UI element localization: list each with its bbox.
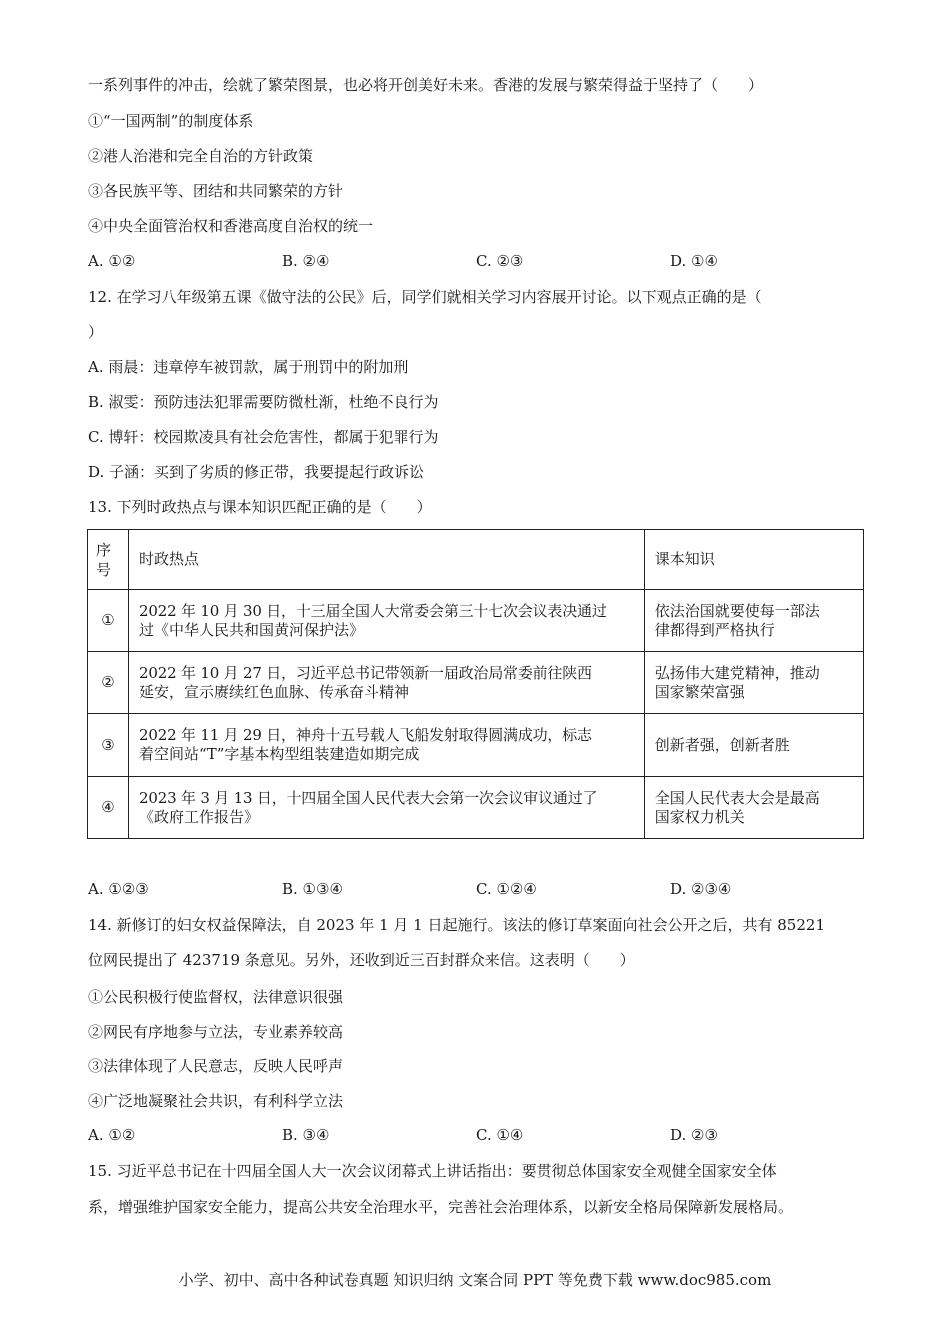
q13-option-c: C. ①②④ [476,880,537,898]
q13-row3-num: ③ [88,714,129,777]
q13-row2-hot-line2: 延安，宣示赓续红色血脉、传承奋斗精神 [139,682,410,701]
q13-option-b: B. ①③④ [282,880,343,898]
q13-row1-know-line2: 律都得到严格执行 [654,620,775,639]
q14-option-b: B. ③④ [282,1126,330,1144]
q13-row1-num: ① [88,590,129,652]
q11-item-3: ③各民族平等、团结和共同繁荣的方针 [88,182,344,200]
q11-option-c: C. ②③ [476,252,524,270]
q11-option-a: A. ①② [88,252,136,270]
q13-option-a: A. ①②③ [88,880,149,898]
q13-row1-know-line1: 依法治国就要使每一部法 [654,601,820,620]
q13-row4-know-line2: 国家权力机关 [654,807,745,826]
table-row [88,590,864,652]
q12-stem-line1: 12. 在学习八年级第五课《做守法的公民》后，同学们就相关学习内容展开讨论。以下观点正确的是（ [88,288,762,306]
q13-row4-know-line1: 全国人民代表大会是最高 [654,788,820,807]
q14-item-1: ①公民积极行使监督权，法律意识很强 [88,988,344,1006]
q14-option-d: D. ②③ [670,1126,718,1144]
q13-row3-hot-line2: 着空间站“T”字基本构型组装建造如期完成 [139,745,420,763]
q13-row1-hot [129,590,645,652]
q11-item-4: ④中央全面管治权和香港高度自治权的统一 [88,217,374,235]
q15-stem-line2: 系，增强维护国家安全能力，提高公共安全治理水平，完善社会治理体系，以新安全格局保障新发展格局。 [88,1198,794,1216]
q13-option-d: D. ②③④ [670,880,732,898]
q11-item-2: ②港人治港和完全自治的方针政策 [88,147,314,165]
table-row [88,714,864,777]
q14-option-a: A. ①② [88,1126,136,1144]
q13-table-header-row [88,530,864,590]
q14-item-3: ③法律体现了人民意志，反映人民呼声 [88,1057,344,1075]
q13-row2-know-line1: 弘扬伟大建党精神，推动 [654,663,820,682]
q13-row2-num: ② [88,652,129,714]
q13-header-hot: 时政热点 [129,530,645,590]
q13-row4-know [644,777,863,839]
table-row [88,777,864,839]
q13-header-num [88,530,129,590]
q13-row3-know [644,714,863,777]
q13-table [87,529,864,839]
q13-row2-hot [129,652,645,714]
q13-row4-hot [129,777,645,839]
q13-row4-num: ④ [88,777,129,839]
q14-stem-line1: 14. 新修订的妇女权益保障法，自 2023 年 1 月 1 日起施行。该法的修订草案面向社会公开之后，共有 85221 [88,916,825,934]
q12-option-b: B. 淑雯：预防违法犯罪需要防微杜渐，杜绝不良行为 [88,393,439,411]
q13-row1-hot-line2: 过《中华人民共和国黄河保护法》 [139,620,365,639]
q13-row3-know-line1: 创新者强，创新者胜 [654,735,790,754]
q13-row2-know [644,652,863,714]
q13-header-know: 课本知识 [644,530,863,590]
q13-row4-hot-line2: 《政府工作报告》 [139,807,260,826]
q11-option-b: B. ②④ [282,252,330,270]
q14-item-2: ②网民有序地参与立法，专业素养较高 [88,1023,344,1041]
q14-option-c: C. ①④ [476,1126,524,1144]
q12-option-c: C. 博轩：校园欺凌具有社会危害性，都属于犯罪行为 [88,428,439,446]
q13-row1-know [644,590,863,652]
q12-option-a: A. 雨晨：违章停车被罚款，属于刑罚中的附加刑 [88,358,409,376]
q13-row4-hot-line1: 2023 年 3 月 13 日，十四届全国人民代表大会第一次会议审议通过了 [139,788,598,807]
q13-row2-hot-line1: 2022 年 10 月 27 日，习近平总书记带领新一届政治局常委前往陕西 [139,663,592,682]
q13-row2-know-line2: 国家繁荣富强 [654,682,745,701]
q12-stem-line2: ） [88,323,104,341]
q11-item-1: ①“一国两制”的制度体系 [88,112,254,130]
q13-row3-hot-line1: 2022 年 11 月 29 日，神舟十五号载人飞船发射取得圆满成功，标志 [139,726,592,744]
table-row [88,652,864,714]
q11-stem: 一系列事件的冲击，绘就了繁荣图景，也必将开创美好未来。香港的发展与繁荣得益于坚持了（ ） [88,76,764,94]
q13-row1-hot-line1: 2022 年 10 月 30 日，十三届全国人大常委会第三十七次会议表决通过 [139,601,607,620]
q11-option-d: D. ①④ [670,252,718,270]
q13-header-num-text: 序号 [96,540,112,579]
q14-item-4: ④广泛地凝聚社会共识，有利科学立法 [88,1092,344,1110]
q13-stem: 13. 下列时政热点与课本知识匹配正确的是（ ） [88,498,432,516]
q12-option-d: D. 子涵：买到了劣质的修正带，我要提起行政诉讼 [88,463,425,481]
q13-row3-hot [129,714,645,777]
q15-stem-line1: 15. 习近平总书记在十四届全国人大一次会议闭幕式上讲话指出：要贯彻总体国家安全观健全国家安全体 [88,1162,777,1180]
page-footer: 小学、初中、高中各种试卷真题 知识归纳 文案合同 PPT 等免费下载 www.doc985.com [178,1271,772,1289]
q14-stem-line2: 位网民提出了 423719 条意见。另外，还收到近三百封群众来信。这表明（ ） [88,951,635,969]
